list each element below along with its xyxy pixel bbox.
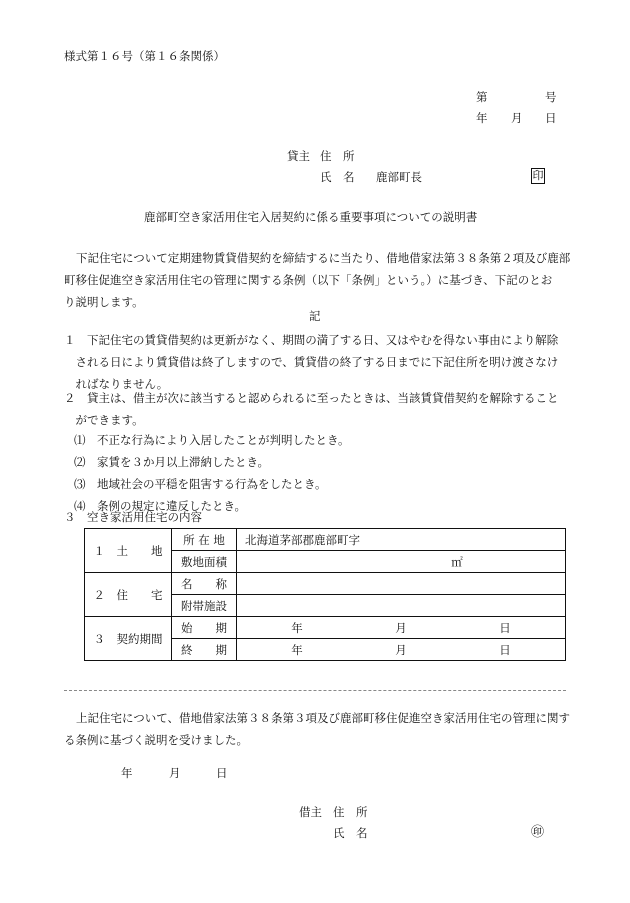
area-unit: ㎡ [237, 551, 566, 573]
location-value: 北海道茅部郡鹿部町字 [237, 529, 566, 551]
term-category: ３ 契約期間 [85, 617, 172, 661]
start-label: 始 期 [172, 617, 237, 639]
house-name-label: 名 称 [172, 573, 237, 595]
document-title: 鹿部町空き家活用住宅入居契約に係る重要事項についての説明書 [144, 210, 478, 224]
end-date-fields [245, 642, 557, 658]
sub-item: ⑵ 家賃を３か月以上滞納したとき。 [74, 455, 270, 469]
form-label: 様式第１６号（第１６条関係） [64, 49, 225, 63]
land-category: １ 土 地 [85, 529, 172, 573]
lessor-name-value: 鹿部町長 [376, 170, 422, 184]
item-3-heading: ３ 空き家活用住宅の内容 [64, 510, 202, 524]
table-row [85, 573, 566, 595]
sub-items [74, 429, 584, 517]
sub-item: ⑷ 条例の規定に違反したとき。 [74, 499, 247, 513]
housing-details-table [84, 528, 566, 661]
lessor-seal: 印 [532, 169, 544, 182]
start-date-fields [245, 620, 557, 636]
lessee-seal-icon: ㊞ [531, 825, 545, 840]
end-year: 年 [291, 642, 303, 657]
document-number-prefix: 第 [476, 90, 488, 104]
start-month: 月 [395, 620, 407, 635]
item-2-line: ２ 貸主は、借主が次に該当すると認められるに至ったときは、当該賃貸借契約を解除すること [64, 391, 559, 405]
item-1-line: される日により賃貸借は終了しますので、賃貸借の終了する日までに下記住所を明け渡さなけ [64, 355, 559, 369]
intro-line: り説明します。 [64, 295, 144, 309]
lessee-name-label: 氏 名 [333, 826, 368, 840]
house-category: ２ 住 宅 [85, 573, 172, 617]
facilities-value [237, 595, 566, 617]
date-day: 日 [545, 111, 557, 125]
document-number-suffix: 号 [545, 90, 557, 104]
start-date [237, 617, 566, 639]
acknowledgement-paragraph [64, 707, 574, 751]
area-label: 敷地面積 [172, 551, 237, 573]
ack-date-day: 日 [216, 766, 228, 780]
house-name-value [237, 573, 566, 595]
lessor-role: 貸主 [287, 149, 310, 163]
ki-heading: 記 [309, 309, 321, 323]
intro-line: 町移住促進空き家活用住宅の管理に関する条例（以下「条例」という。）に基づき、下記のとお [64, 273, 553, 287]
lessee-role: 借主 [299, 805, 322, 819]
end-month: 月 [395, 642, 407, 657]
sub-item: ⑴ 不正な行為により入居したことが判明したとき。 [74, 433, 350, 447]
item-1 [64, 329, 574, 395]
intro-line: 下記住宅について定期建物賃貸借契約を締結するに当たり、借地借家法第３８条第２項及び鹿部 [76, 251, 571, 265]
ack-date-year: 年 [121, 766, 133, 780]
ack-date-month: 月 [169, 766, 181, 780]
ack-line: る条例に基づく説明を受けました。 [64, 733, 248, 747]
table-row [85, 617, 566, 639]
item-2 [64, 387, 574, 431]
table-row [85, 529, 566, 551]
end-date [237, 639, 566, 661]
lessor-address-label: 住 所 [320, 149, 355, 163]
cut-line-divider [64, 690, 566, 691]
end-day: 日 [499, 642, 511, 657]
end-label: 終 期 [172, 639, 237, 661]
facilities-label: 附帯施設 [172, 595, 237, 617]
date-month: 月 [511, 111, 523, 125]
item-2-line: ができます。 [64, 413, 144, 427]
item-1-line: １ 下記住宅の賃貸借契約は更新がなく、期間の満了する日、又はやむを得ない事由により解除 [64, 333, 559, 347]
lessor-name-label: 氏 名 [320, 170, 355, 184]
ack-line: 上記住宅について、借地借家法第３８条第３項及び鹿部町移住促進空き家活用住宅の管理に関す [76, 711, 571, 725]
start-day: 日 [499, 620, 511, 635]
intro-paragraph [64, 247, 574, 313]
lessee-address-label: 住 所 [333, 805, 368, 819]
sub-item: ⑶ 地域社会の平穏を阻害する行為をしたとき。 [74, 477, 327, 491]
item-1-line: ればなりません。 [64, 377, 169, 391]
start-year: 年 [291, 620, 303, 635]
location-label: 所 在 地 [172, 529, 237, 551]
date-year: 年 [476, 111, 488, 125]
